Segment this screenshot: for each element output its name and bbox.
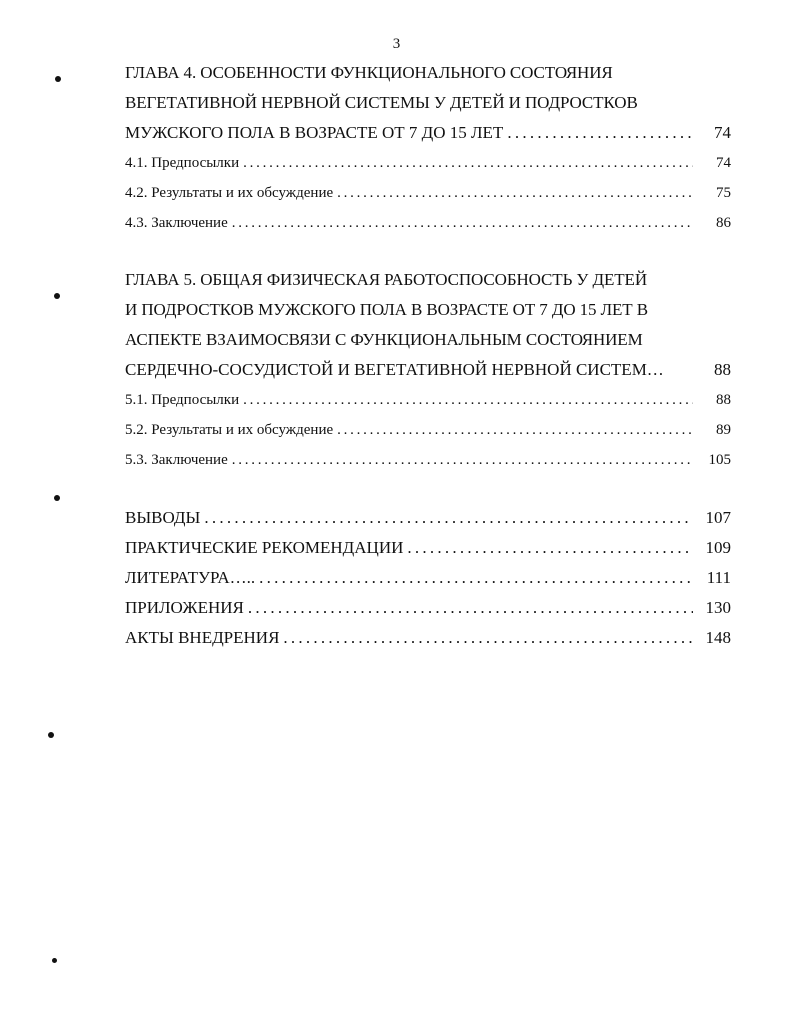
leader-dots bbox=[204, 503, 693, 533]
toc-entry-conclusions[interactable] bbox=[125, 503, 731, 533]
leader-dots bbox=[337, 415, 693, 445]
entry-page: 107 bbox=[705, 508, 731, 527]
entry-page: 89 bbox=[716, 422, 731, 438]
entry-page: 74 bbox=[714, 123, 731, 142]
toc-entry-implementation-acts[interactable] bbox=[125, 623, 731, 653]
chapter-title-line: ГЛАВА 4. ОСОБЕННОСТИ ФУНКЦИОНАЛЬНОГО СОСТОЯНИЯ bbox=[125, 63, 613, 82]
entry-page: 109 bbox=[705, 538, 731, 557]
toc-entry-section[interactable] bbox=[125, 445, 731, 475]
leader-dots bbox=[507, 118, 693, 148]
entry-label: ЛИТЕРАТУРА….. bbox=[125, 568, 256, 587]
margin-mark bbox=[55, 76, 61, 82]
entry-label: ВЫВОДЫ bbox=[125, 508, 201, 527]
toc-entry-appendices[interactable] bbox=[125, 593, 731, 623]
entry-page: 86 bbox=[716, 215, 731, 231]
leader-dots bbox=[407, 533, 693, 563]
leader-dots bbox=[283, 623, 693, 653]
chapter-title-line: И ПОДРОСТКОВ МУЖСКОГО ПОЛА В ВОЗРАСТЕ ОТ 7 ДО 15 ЛЕТ В bbox=[125, 300, 648, 319]
entry-label: 5.1. Предпосылки bbox=[125, 392, 240, 408]
entry-label: 4.2. Результаты и их обсуждение bbox=[125, 185, 334, 201]
back-matter-block bbox=[125, 503, 731, 653]
entry-page: 105 bbox=[708, 452, 731, 468]
entry-label: 4.3. Заключение bbox=[125, 215, 228, 231]
leader-dots bbox=[243, 385, 693, 415]
margin-mark bbox=[52, 958, 57, 963]
toc-entry-recommendations[interactable] bbox=[125, 533, 731, 563]
entry-label: 4.1. Предпосылки bbox=[125, 155, 240, 171]
chapter-title-line: ГЛАВА 5. ОБЩАЯ ФИЗИЧЕСКАЯ РАБОТОСПОСОБНОСТЬ У ДЕТЕЙ bbox=[125, 270, 647, 289]
leader-dots bbox=[248, 593, 693, 623]
leader-dots bbox=[243, 148, 693, 178]
margin-mark bbox=[54, 495, 60, 501]
entry-page: 88 bbox=[716, 392, 731, 408]
toc-entry-section[interactable] bbox=[125, 178, 731, 208]
chapter-title-line: АСПЕКТЕ ВЗАИМОСВЯЗИ С ФУНКЦИОНАЛЬНЫМ СОСТОЯНИЕМ bbox=[125, 330, 643, 349]
entry-page: 74 bbox=[716, 155, 731, 171]
leader-dots bbox=[259, 563, 693, 593]
entry-page: 88 bbox=[714, 360, 731, 379]
margin-mark bbox=[48, 732, 54, 738]
entry-page: 111 bbox=[706, 568, 731, 587]
entry-label: 5.3. Заключение bbox=[125, 452, 228, 468]
toc-entry-section[interactable] bbox=[125, 148, 731, 178]
entry-page: 148 bbox=[705, 628, 731, 647]
entry-label: 5.2. Результаты и их обсуждение bbox=[125, 422, 334, 438]
chapter-5-block bbox=[125, 265, 731, 475]
entry-label: СЕРДЕЧНО-СОСУДИСТОЙ И ВЕГЕТАТИВНОЙ НЕРВНОЙ СИСТЕМ… bbox=[125, 360, 664, 379]
page-number: 3 bbox=[392, 36, 401, 52]
toc-entry-literature[interactable] bbox=[125, 563, 731, 593]
toc-entry-section[interactable] bbox=[125, 385, 731, 415]
toc-entry-section[interactable] bbox=[125, 415, 731, 445]
margin-mark bbox=[54, 293, 60, 299]
leader-dots bbox=[232, 445, 693, 475]
leader-dots bbox=[337, 178, 693, 208]
chapter-4-block bbox=[125, 58, 731, 238]
chapter-title-line: ВЕГЕТАТИВНОЙ НЕРВНОЙ СИСТЕМЫ У ДЕТЕЙ И ПОДРОСТКОВ bbox=[125, 93, 638, 112]
entry-page: 75 bbox=[716, 185, 731, 201]
toc-entry-section[interactable] bbox=[125, 208, 731, 238]
entry-label: МУЖСКОГО ПОЛА В ВОЗРАСТЕ ОТ 7 ДО 15 ЛЕТ bbox=[125, 123, 504, 142]
toc-entry-chapter-5[interactable] bbox=[125, 355, 731, 385]
toc-entry-chapter-4[interactable] bbox=[125, 118, 731, 148]
entry-label: ПРАКТИЧЕСКИЕ РЕКОМЕНДАЦИИ bbox=[125, 538, 404, 557]
entry-label: ПРИЛОЖЕНИЯ bbox=[125, 598, 244, 617]
leader-dots bbox=[232, 208, 693, 238]
entry-page: 130 bbox=[705, 598, 731, 617]
entry-label: АКТЫ ВНЕДРЕНИЯ bbox=[125, 628, 280, 647]
